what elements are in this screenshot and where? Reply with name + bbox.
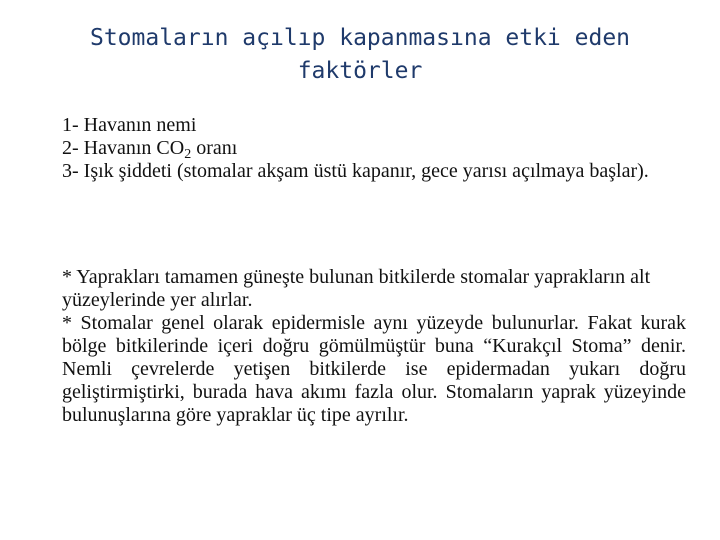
factor-item-co2-suffix: oranı xyxy=(191,137,238,159)
factor-item-light: 3- Işık şiddeti (stomalar akşam üstü kapanır, gece yarısı açılmaya başlar). xyxy=(62,160,649,182)
notes-block xyxy=(62,266,686,427)
factor-item-co2 xyxy=(62,137,692,160)
slide-title: Stomaların açılıp kapanmasına etki eden faktörler xyxy=(89,25,631,84)
factor-list xyxy=(62,114,692,183)
factor-item-co2-prefix: 2- Havanın CO xyxy=(62,137,185,159)
note-sunlight: * Yaprakları tamamen güneşte bulunan bitkilerde stomalar yaprakların alt yüzeylerinde yer alırlar. xyxy=(62,266,651,311)
co2-subscript: 2 xyxy=(184,147,192,162)
factor-item-humidity: 1- Havanın nemi xyxy=(62,114,197,136)
note-epidermis: * Stomalar genel olarak epidermisle aynı yüzeyde bulunurlar. Fakat kurak bölge bitkilerinde içeri doğru gömülmüştür buna “Kurakçıl Stoma” denir. Nemli çevrelerde yetişen bitkilerde ise epidermadan yukarı doğru geliştirmiştirki, burada hava akımı fazla olur. Stomaların yaprak yüzeyinde bulunuşlarına göre yapraklar üç tipe ayrılır. xyxy=(62,312,686,426)
